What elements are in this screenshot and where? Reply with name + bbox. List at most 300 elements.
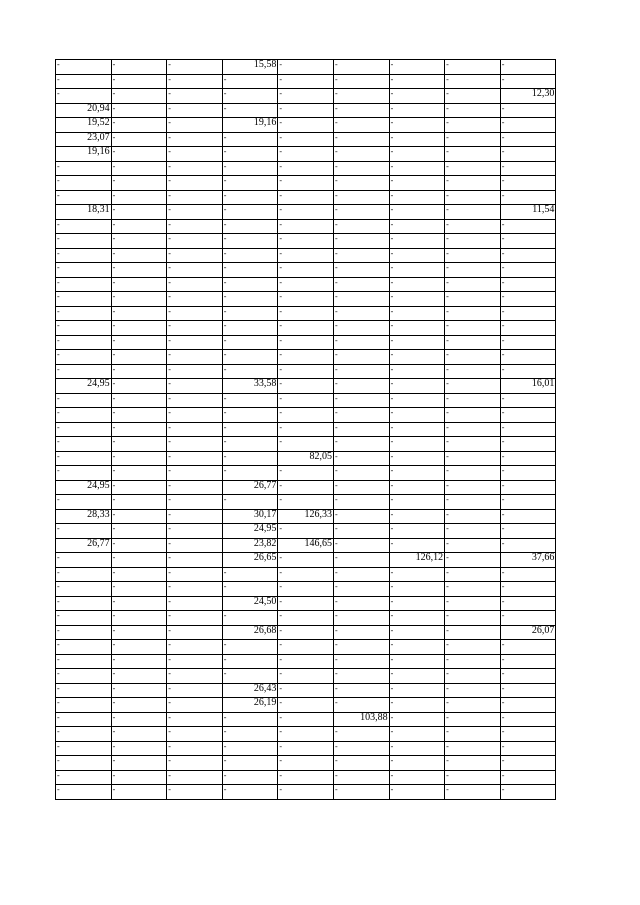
table-cell: - [333, 60, 389, 75]
table-cell: - [445, 190, 501, 205]
table-cell: 19,52 [56, 118, 112, 133]
table-cell: - [111, 248, 167, 263]
table-cell: - [445, 422, 501, 437]
table-cell: - [56, 698, 112, 713]
table-cell: - [445, 350, 501, 365]
table-cell: - [500, 277, 556, 292]
table-cell: - [500, 422, 556, 437]
table-cell: - [278, 785, 334, 800]
table-cell: - [56, 785, 112, 800]
table-cell: - [445, 277, 501, 292]
table-cell: - [389, 582, 445, 597]
table-cell: - [389, 495, 445, 510]
table-cell: - [389, 379, 445, 394]
table-cell: - [222, 335, 278, 350]
table-cell: - [445, 219, 501, 234]
table-cell: - [167, 625, 223, 640]
table-cell: - [389, 60, 445, 75]
table-cell: - [500, 248, 556, 263]
table-cell: - [167, 190, 223, 205]
table-row [56, 219, 556, 234]
table-cell: - [278, 74, 334, 89]
table-cell: - [278, 437, 334, 452]
table-row [56, 654, 556, 669]
table-cell: - [500, 654, 556, 669]
table-cell: - [389, 248, 445, 263]
table-cell: - [445, 74, 501, 89]
table-cell: - [111, 625, 167, 640]
table-cell: - [167, 408, 223, 423]
table-row [56, 509, 556, 524]
table-cell: - [389, 277, 445, 292]
table-cell: - [500, 263, 556, 278]
table-cell: - [167, 582, 223, 597]
table-cell: - [389, 509, 445, 524]
table-cell: - [278, 611, 334, 626]
table-cell: - [333, 118, 389, 133]
table-cell: - [278, 321, 334, 336]
table-cell: 26,77 [56, 538, 112, 553]
table-cell: - [389, 466, 445, 481]
table-cell: 19,16 [56, 147, 112, 162]
table-cell: - [500, 480, 556, 495]
table-cell: - [445, 567, 501, 582]
table-cell: - [445, 393, 501, 408]
table-row [56, 451, 556, 466]
table-cell: - [167, 785, 223, 800]
table-cell: - [445, 509, 501, 524]
table-cell: - [56, 741, 112, 756]
table-cell: - [167, 567, 223, 582]
table-cell: 33,58 [222, 379, 278, 394]
table-cell: - [56, 567, 112, 582]
table-cell: - [111, 190, 167, 205]
table-cell: - [445, 451, 501, 466]
table-cell: - [445, 118, 501, 133]
table-cell: - [167, 741, 223, 756]
table-cell: - [445, 524, 501, 539]
table-cell: 12,30 [500, 89, 556, 104]
table-row [56, 364, 556, 379]
table-cell: - [389, 263, 445, 278]
table-cell: - [167, 538, 223, 553]
table-cell: - [333, 350, 389, 365]
table-cell: - [111, 350, 167, 365]
table-cell: - [56, 524, 112, 539]
table-cell: - [111, 263, 167, 278]
table-cell: - [222, 103, 278, 118]
table-cell: - [445, 60, 501, 75]
table-cell: - [389, 596, 445, 611]
table-cell: - [56, 60, 112, 75]
table-cell: - [445, 698, 501, 713]
table-cell: - [333, 335, 389, 350]
table-cell: - [278, 190, 334, 205]
table-cell: - [111, 132, 167, 147]
table-cell: - [445, 176, 501, 191]
table-cell: - [167, 654, 223, 669]
table-cell: - [111, 495, 167, 510]
table-cell: - [445, 147, 501, 162]
table-cell: - [333, 292, 389, 307]
table-cell: - [389, 538, 445, 553]
table-cell: - [111, 118, 167, 133]
table-cell: - [167, 205, 223, 220]
table-cell: - [222, 248, 278, 263]
table-row [56, 89, 556, 104]
table-cell: - [389, 89, 445, 104]
table-cell: - [278, 234, 334, 249]
table-cell: - [500, 509, 556, 524]
table-cell: - [56, 248, 112, 263]
table-row [56, 640, 556, 655]
table-cell: - [333, 785, 389, 800]
table-cell: - [111, 335, 167, 350]
table-cell: - [389, 364, 445, 379]
table-cell: - [333, 147, 389, 162]
table-cell: - [56, 451, 112, 466]
table-cell: - [111, 741, 167, 756]
table-cell: - [500, 466, 556, 481]
table-cell: - [167, 466, 223, 481]
table-cell: - [56, 422, 112, 437]
table-row [56, 393, 556, 408]
table-cell: 16,01 [500, 379, 556, 394]
table-cell: - [389, 727, 445, 742]
table-cell: - [500, 118, 556, 133]
table-cell: - [222, 669, 278, 684]
table-cell: - [167, 89, 223, 104]
table-cell: - [278, 698, 334, 713]
table-cell: - [333, 248, 389, 263]
table-cell: - [56, 350, 112, 365]
table-cell: - [167, 683, 223, 698]
table-cell: - [500, 364, 556, 379]
table-cell: - [167, 335, 223, 350]
table-cell: - [445, 495, 501, 510]
table-cell: - [500, 335, 556, 350]
table-cell: - [278, 147, 334, 162]
table-cell: - [278, 712, 334, 727]
table-cell: - [111, 219, 167, 234]
table-cell: - [333, 321, 389, 336]
table-cell: - [389, 234, 445, 249]
table-cell: - [500, 321, 556, 336]
table-cell: - [445, 379, 501, 394]
table-cell: - [500, 103, 556, 118]
table-row [56, 683, 556, 698]
table-cell: - [167, 350, 223, 365]
table-cell: 15,58 [222, 60, 278, 75]
table-cell: - [222, 495, 278, 510]
table-cell: - [333, 263, 389, 278]
table-cell: - [56, 553, 112, 568]
table-cell: - [167, 176, 223, 191]
table-cell: - [500, 292, 556, 307]
table-cell: - [111, 466, 167, 481]
table-cell: 23,07 [56, 132, 112, 147]
table-cell: - [500, 451, 556, 466]
table-cell: 24,95 [56, 379, 112, 394]
table-cell: - [333, 567, 389, 582]
table-cell: 26,65 [222, 553, 278, 568]
table-cell: - [333, 524, 389, 539]
table-cell: - [167, 60, 223, 75]
table-cell: 26,77 [222, 480, 278, 495]
table-cell: - [333, 741, 389, 756]
table-cell: - [111, 451, 167, 466]
table-cell: - [56, 625, 112, 640]
table-row [56, 234, 556, 249]
table-cell: - [333, 625, 389, 640]
table-cell: 82,05 [278, 451, 334, 466]
table-cell: - [500, 698, 556, 713]
table-cell: - [167, 770, 223, 785]
table-cell: - [445, 785, 501, 800]
table-row [56, 698, 556, 713]
table-row [56, 524, 556, 539]
table-cell: - [500, 712, 556, 727]
table-cell: 37,66 [500, 553, 556, 568]
table-cell: - [333, 190, 389, 205]
table-cell: - [167, 379, 223, 394]
table-cell: - [222, 277, 278, 292]
table-cell: - [222, 727, 278, 742]
table-cell: - [333, 596, 389, 611]
table-row [56, 596, 556, 611]
table-cell: - [333, 364, 389, 379]
table-cell: - [222, 89, 278, 104]
table-row [56, 118, 556, 133]
table-row [56, 161, 556, 176]
table-cell: - [445, 408, 501, 423]
table-cell: - [167, 596, 223, 611]
table-cell: - [278, 683, 334, 698]
table-cell: - [222, 147, 278, 162]
table-cell: - [500, 306, 556, 321]
table-cell: - [167, 451, 223, 466]
table-row [56, 669, 556, 684]
table-cell: - [278, 422, 334, 437]
table-cell: - [56, 161, 112, 176]
table-row [56, 480, 556, 495]
table-cell: - [333, 408, 389, 423]
table-cell: - [222, 306, 278, 321]
table-cell: 30,17 [222, 509, 278, 524]
table-row [56, 553, 556, 568]
table-cell: - [167, 306, 223, 321]
table-row [56, 335, 556, 350]
table-cell: - [167, 219, 223, 234]
table-cell: - [167, 74, 223, 89]
table-row [56, 176, 556, 191]
table-cell: - [500, 611, 556, 626]
table-cell: - [333, 756, 389, 771]
table-cell: - [333, 611, 389, 626]
table-cell: - [111, 103, 167, 118]
table-cell: - [111, 698, 167, 713]
table-cell: - [222, 466, 278, 481]
table-cell: - [222, 176, 278, 191]
table-cell: - [278, 669, 334, 684]
table-cell: - [111, 205, 167, 220]
table-cell: - [56, 669, 112, 684]
table-cell: - [389, 161, 445, 176]
table-cell: - [445, 712, 501, 727]
table-cell: - [111, 538, 167, 553]
table-cell: - [111, 408, 167, 423]
table-cell: - [167, 698, 223, 713]
table-cell: - [56, 770, 112, 785]
table-cell: - [278, 103, 334, 118]
table-cell: - [167, 495, 223, 510]
table-cell: - [278, 89, 334, 104]
table-cell: - [445, 669, 501, 684]
table-cell: - [278, 176, 334, 191]
table-cell: - [167, 292, 223, 307]
table-cell: - [389, 640, 445, 655]
table-cell: - [56, 306, 112, 321]
table-cell: - [56, 408, 112, 423]
table-cell: 11,54 [500, 205, 556, 220]
table-cell: - [389, 205, 445, 220]
table-cell: - [56, 277, 112, 292]
table-cell: - [389, 756, 445, 771]
table-cell: - [389, 147, 445, 162]
table-cell: - [389, 654, 445, 669]
table-cell: - [389, 118, 445, 133]
table-cell: - [445, 205, 501, 220]
table-cell: - [278, 263, 334, 278]
table-cell: - [111, 161, 167, 176]
table-cell: - [333, 103, 389, 118]
table-cell: - [111, 147, 167, 162]
table-row [56, 538, 556, 553]
table-cell: - [111, 321, 167, 336]
table-cell: - [222, 350, 278, 365]
table-cell: - [56, 654, 112, 669]
table-cell: 24,95 [222, 524, 278, 539]
table-cell: 24,95 [56, 480, 112, 495]
table-cell: - [333, 553, 389, 568]
table-cell: - [56, 321, 112, 336]
table-cell: - [333, 451, 389, 466]
table-cell: - [56, 219, 112, 234]
table-cell: 126,33 [278, 509, 334, 524]
table-cell: - [167, 437, 223, 452]
table-cell: - [500, 408, 556, 423]
table-cell: - [111, 770, 167, 785]
table-row [56, 60, 556, 75]
table-row [56, 741, 556, 756]
table-cell: - [445, 741, 501, 756]
table-cell: - [500, 147, 556, 162]
table-cell: - [167, 118, 223, 133]
table-row [56, 306, 556, 321]
table-cell: - [111, 712, 167, 727]
table-cell: - [167, 727, 223, 742]
table-cell: - [333, 683, 389, 698]
table-cell: - [111, 89, 167, 104]
table-cell: - [222, 393, 278, 408]
table-cell: - [333, 495, 389, 510]
table-cell: - [500, 582, 556, 597]
table-cell: - [389, 306, 445, 321]
table-cell: - [445, 306, 501, 321]
table-cell: - [111, 437, 167, 452]
table-cell: - [333, 654, 389, 669]
table-cell: - [222, 437, 278, 452]
table-cell: - [111, 654, 167, 669]
table-cell: - [278, 770, 334, 785]
table-row [56, 727, 556, 742]
table-cell: - [278, 393, 334, 408]
table-cell: - [445, 437, 501, 452]
table-cell: - [445, 538, 501, 553]
table-cell: - [111, 509, 167, 524]
table-cell: - [500, 727, 556, 742]
table-cell: - [500, 770, 556, 785]
table-cell: - [389, 683, 445, 698]
table-cell: - [445, 770, 501, 785]
table-cell: - [222, 712, 278, 727]
table-cell: - [111, 683, 167, 698]
table-cell: - [389, 741, 445, 756]
table-cell: - [56, 335, 112, 350]
table-cell: - [167, 263, 223, 278]
table-cell: - [278, 408, 334, 423]
table-cell: - [389, 625, 445, 640]
table-cell: - [111, 292, 167, 307]
table-cell: - [333, 509, 389, 524]
table-cell: - [445, 466, 501, 481]
table-row [56, 248, 556, 263]
table-cell: - [389, 770, 445, 785]
table-cell: - [222, 263, 278, 278]
table-cell: - [222, 451, 278, 466]
table-row [56, 74, 556, 89]
table-cell: - [222, 292, 278, 307]
table-cell: - [278, 248, 334, 263]
table-cell: - [278, 480, 334, 495]
table-row [56, 263, 556, 278]
table-cell: - [500, 538, 556, 553]
table-cell: - [278, 466, 334, 481]
table-cell: - [389, 350, 445, 365]
table-cell: - [222, 132, 278, 147]
table-row [56, 132, 556, 147]
table-cell: - [278, 553, 334, 568]
table-cell: - [222, 567, 278, 582]
table-row [56, 495, 556, 510]
table-cell: - [111, 60, 167, 75]
table-cell: - [389, 712, 445, 727]
table-cell: - [333, 176, 389, 191]
table-cell: - [278, 132, 334, 147]
table-cell: - [445, 727, 501, 742]
table-cell: - [445, 132, 501, 147]
table-row [56, 785, 556, 800]
table-row [56, 770, 556, 785]
table-cell: - [167, 132, 223, 147]
table-cell: - [167, 147, 223, 162]
table-cell: - [445, 654, 501, 669]
table-row [56, 277, 556, 292]
table-row [56, 466, 556, 481]
table-cell: - [500, 785, 556, 800]
table-cell: - [111, 277, 167, 292]
table-cell: - [222, 161, 278, 176]
